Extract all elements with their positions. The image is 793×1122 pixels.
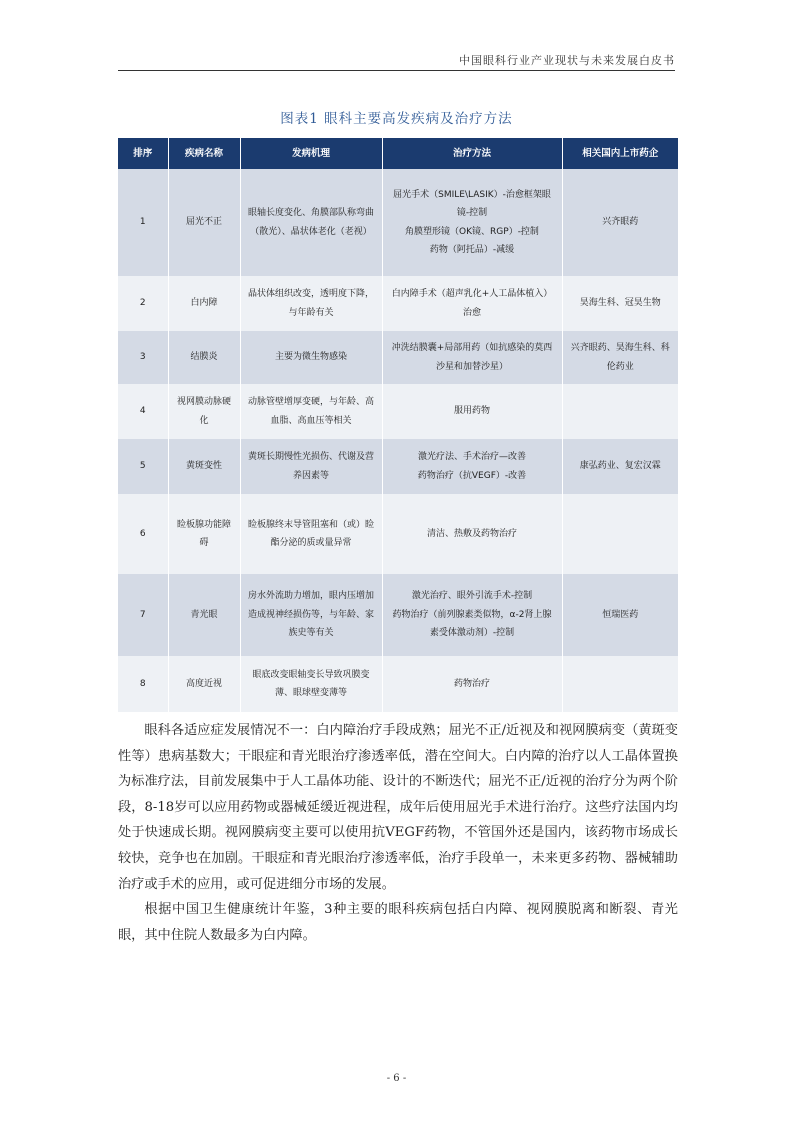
treatment-line: 药物治疗（前列腺素类似物，α-2肾上腺素受体激动剂）-控制 — [392, 609, 552, 639]
disease-treatment-table — [118, 138, 678, 712]
running-header: 中国眼科行业产业现状与未来发展白皮书 — [459, 54, 675, 67]
page-number: - 6 - — [386, 1073, 407, 1084]
disease-cell: 屈光不正 — [168, 169, 240, 276]
rank-cell: 2 — [118, 276, 168, 331]
disease-cell: 青光眼 — [168, 574, 240, 656]
body-text — [118, 718, 678, 948]
rank-cell: 1 — [118, 169, 168, 276]
treatment-line: 冲洗结膜囊+局部用药（如抗感染的莫西沙星和加替沙星） — [391, 343, 553, 372]
rank-cell: 5 — [118, 439, 168, 494]
rank-cell: 4 — [118, 384, 168, 439]
table-row — [118, 574, 678, 656]
companies-cell: 昊海生科、冠昊生物 — [562, 276, 678, 331]
cause-cell: 动脉管壁增厚变硬，与年龄、高血脂、高血压等相关 — [240, 384, 382, 439]
companies-cell: 康弘药业、复宏汉霖 — [562, 439, 678, 494]
cause-cell: 眼底改变眼轴变长导致巩膜变薄、眼球壁变薄等 — [240, 656, 382, 712]
disease-cell: 白内障 — [168, 276, 240, 331]
table-row — [118, 494, 678, 574]
cause-cell: 睑板腺终末导管阻塞和（或）睑酯分泌的质或量异常 — [240, 494, 382, 574]
cause-cell: 主要为微生物感染 — [240, 331, 382, 384]
treatment-line: 激光疗法、手术治疗—改善 — [417, 452, 526, 463]
companies-cell: 兴齐眼药、昊海生科、科伦药业 — [562, 331, 678, 384]
table-header-row — [118, 138, 678, 169]
header-rule — [118, 70, 675, 71]
disease-cell: 黄斑变性 — [168, 439, 240, 494]
cause-cell: 房水外流助力增加，眼内压增加造成视神经损伤等，与年龄、家族史等有关 — [240, 574, 382, 656]
table-row — [118, 439, 678, 494]
table-row — [118, 656, 678, 712]
companies-cell — [562, 494, 678, 574]
treatment-cell — [382, 656, 562, 712]
treatment-line: 角膜塑形镜（OK镜、RGP）-控制 — [405, 226, 539, 237]
treatment-line: 清洁、热敷及药物治疗 — [426, 528, 517, 539]
table-row — [118, 384, 678, 439]
treatment-cell — [382, 169, 562, 276]
rank-cell: 3 — [118, 331, 168, 384]
treatment-line: 服用药物 — [453, 406, 490, 417]
rank-cell: 8 — [118, 656, 168, 712]
column-header-disease: 疾病名称 — [168, 138, 240, 169]
column-header-treatment: 治疗方法 — [382, 138, 562, 169]
treatment-line: 屈光手术（SMILE\LASIK）-治愈框架眼镜-控制 — [393, 189, 551, 219]
column-header-cause: 发病机理 — [240, 138, 382, 169]
treatment-line: 白内障手术（超声乳化+人工晶体植入）治愈 — [391, 289, 553, 318]
column-header-rank: 排序 — [118, 138, 168, 169]
companies-cell: 恒瑞医药 — [562, 574, 678, 656]
treatment-line: 药物治疗 — [453, 678, 490, 689]
treatment-line: 药物治疗（抗VEGF）-改善 — [417, 470, 527, 481]
treatment-cell — [382, 439, 562, 494]
table-row — [118, 169, 678, 276]
table-row — [118, 276, 678, 331]
column-header-companies: 相关国内上市药企 — [562, 138, 678, 169]
treatment-line: 药物（阿托品）-减缓 — [429, 244, 515, 255]
cause-cell: 黄斑长期慢性光损伤、代谢及营养因素等 — [240, 439, 382, 494]
companies-cell — [562, 656, 678, 712]
rank-cell: 7 — [118, 574, 168, 656]
companies-cell — [562, 384, 678, 439]
treatment-line: 激光治疗、眼外引流手术-控制 — [411, 591, 533, 602]
disease-cell: 高度近视 — [168, 656, 240, 712]
disease-cell: 视网膜动脉硬化 — [168, 384, 240, 439]
treatment-cell — [382, 276, 562, 331]
cause-cell: 眼轴长度变化、角膜部队称弯曲（散光）、晶状体老化（老视） — [240, 169, 382, 276]
paragraph: 眼科各适应症发展情况不一：白内障治疗手段成熟；屈光不正/近视及和视网膜病变（黄斑变性等）患病基数大；干眼症和青光眼治疗渗透率低，潜在空间大。白内障的治疗以人工晶体置换为标准疗法，目前发展集中于人工晶体功能、设计的不断迭代；屈光不正/近视的治疗分为两个阶段，8-18岁可以应用药物或器械延缓近视进程，成年后使用屈光手术进行治疗。这些疗法国内均处于快速成长期。视网膜病变主要可以使用抗VEGF药物，不管国外还是国内，该药物市场成长较快，竞争也在加剧。干眼症和青光眼治疗渗透率低，治疗手段单一，未来更多药物、器械辅助治疗或手术的应用，或可促进细分市场的发展。 — [118, 723, 678, 892]
figure-title: 图表1 眼科主要高发疾病及治疗方法 — [280, 111, 513, 127]
rank-cell: 6 — [118, 494, 168, 574]
companies-cell: 兴齐眼药 — [562, 169, 678, 276]
table-row — [118, 331, 678, 384]
treatment-cell — [382, 494, 562, 574]
cause-cell: 晶状体组织改变，透明度下降，与年龄有关 — [240, 276, 382, 331]
disease-cell: 结膜炎 — [168, 331, 240, 384]
paragraph: 根据中国卫生健康统计年鉴，3种主要的眼科疾病包括白内障、视网膜脱离和断裂、青光眼，其中住院人数最多为白内障。 — [118, 902, 678, 943]
disease-cell: 睑板腺功能障碍 — [168, 494, 240, 574]
treatment-cell — [382, 574, 562, 656]
treatment-cell — [382, 331, 562, 384]
treatment-cell — [382, 384, 562, 439]
